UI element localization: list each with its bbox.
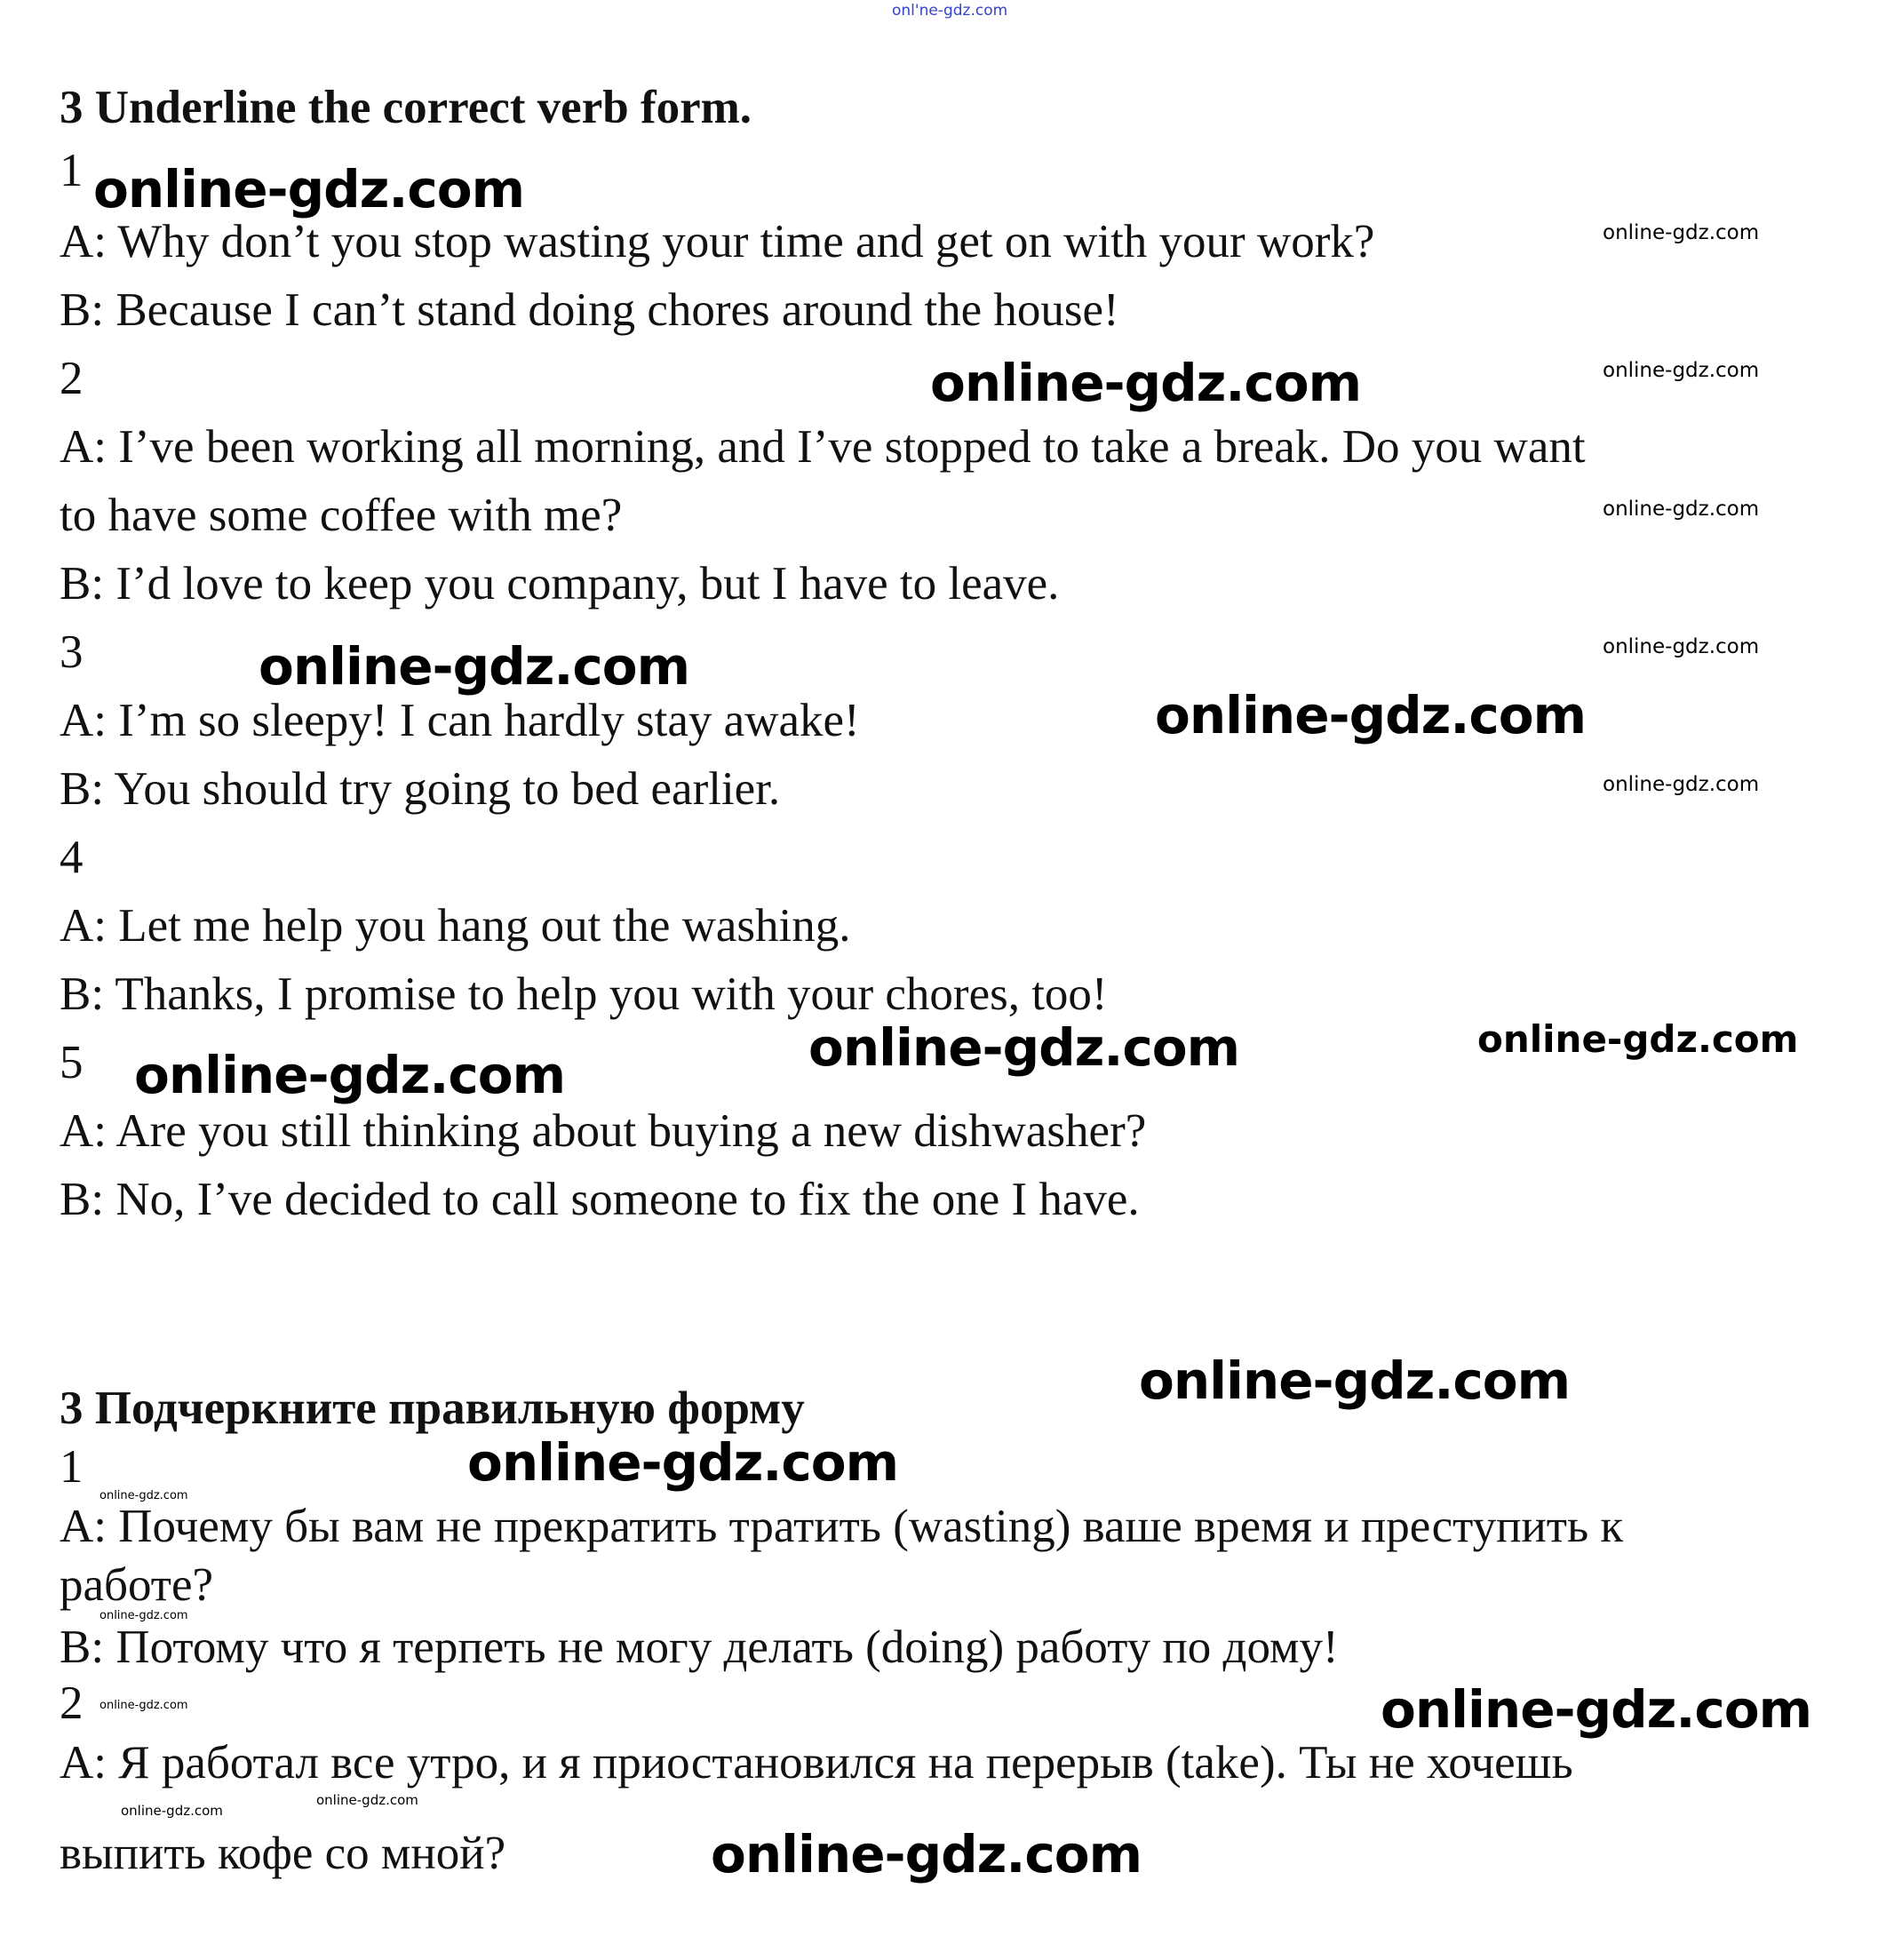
dialogue-line: B: No, I’ve decided to call someone to fix the one I have. — [60, 1174, 1140, 1225]
watermark: online-gdz.com — [1603, 635, 1760, 658]
dialogue-line: A: Why don’t you stop wasting your time and get on with your work? — [60, 216, 1375, 267]
watermark: online-gdz.com — [259, 636, 690, 697]
watermark: online-gdz.com — [1603, 221, 1760, 244]
watermark: online-gdz.com — [711, 1824, 1142, 1884]
dialogue-line: to have some coffee with me? — [60, 490, 623, 541]
item-number: 5 — [60, 1037, 84, 1088]
item-number: 4 — [60, 832, 84, 883]
watermark: online-gdz.com — [1603, 773, 1760, 796]
exercise-title-en: 3 Underline the correct verb form. — [60, 82, 752, 133]
dialogue-line: B: I’d love to keep you company, but I have to leave. — [60, 558, 1060, 610]
item-number: 1 — [60, 1441, 84, 1493]
watermark: online-gdz.com — [93, 159, 525, 219]
watermark: online-gdz.com — [1603, 359, 1760, 382]
dialogue-line: работе? — [60, 1559, 214, 1611]
dialogue-line: выпить кофе со мной? — [60, 1828, 506, 1879]
dialogue-line: A: Я работал все утро, и я приостановился на перерыв (take). Ты не хочешь — [60, 1737, 1573, 1789]
dialogue-line: A: Почему бы вам не прекратить тратить (wasting) ваше время и преступить к — [60, 1501, 1624, 1552]
watermark: online-gdz.com — [121, 1803, 223, 1819]
watermark: online-gdz.com — [1155, 685, 1587, 745]
watermark: online-gdz.com — [808, 1017, 1240, 1078]
watermark: online-gdz.com — [134, 1045, 566, 1105]
watermark: online-gdz.com — [1603, 498, 1760, 521]
dialogue-line: B: You should try going to bed earlier. — [60, 763, 781, 815]
watermark: online-gdz.com — [99, 1699, 188, 1712]
dialogue-line: A: Are you still thinking about buying a new dishwasher? — [60, 1105, 1147, 1157]
dialogue-line: A: I’ve been working all morning, and I’ve stopped to take a break. Do you want — [60, 421, 1586, 473]
item-number: 2 — [60, 1677, 84, 1729]
item-number: 1 — [60, 145, 84, 196]
dialogue-line: B: Because I can’t stand doing chores around the house! — [60, 284, 1119, 336]
top-watermark: onl'ne-gdz.com — [892, 2, 1008, 20]
watermark: online-gdz.com — [467, 1432, 899, 1493]
dialogue-line: A: Let me help you hang out the washing. — [60, 900, 851, 952]
watermark: online-gdz.com — [1139, 1350, 1571, 1411]
watermark: online-gdz.com — [99, 1489, 188, 1502]
item-number: 3 — [60, 626, 84, 678]
watermark: online-gdz.com — [1381, 1679, 1812, 1740]
watermark: online-gdz.com — [1477, 1017, 1799, 1061]
dialogue-line: B: Thanks, I promise to help you with your chores, too! — [60, 968, 1108, 1020]
watermark: online-gdz.com — [316, 1792, 418, 1808]
item-number: 2 — [60, 353, 84, 404]
watermark: online-gdz.com — [99, 1609, 188, 1622]
watermark: online-gdz.com — [930, 353, 1362, 413]
exercise-title-ru: 3 Подчеркните правильную форму — [60, 1382, 805, 1434]
dialogue-line: B: Потому что я терпеть не могу делать (doing) работу по дому! — [60, 1621, 1339, 1673]
dialogue-line: A: I’m so sleepy! I can hardly stay awake! — [60, 695, 860, 746]
